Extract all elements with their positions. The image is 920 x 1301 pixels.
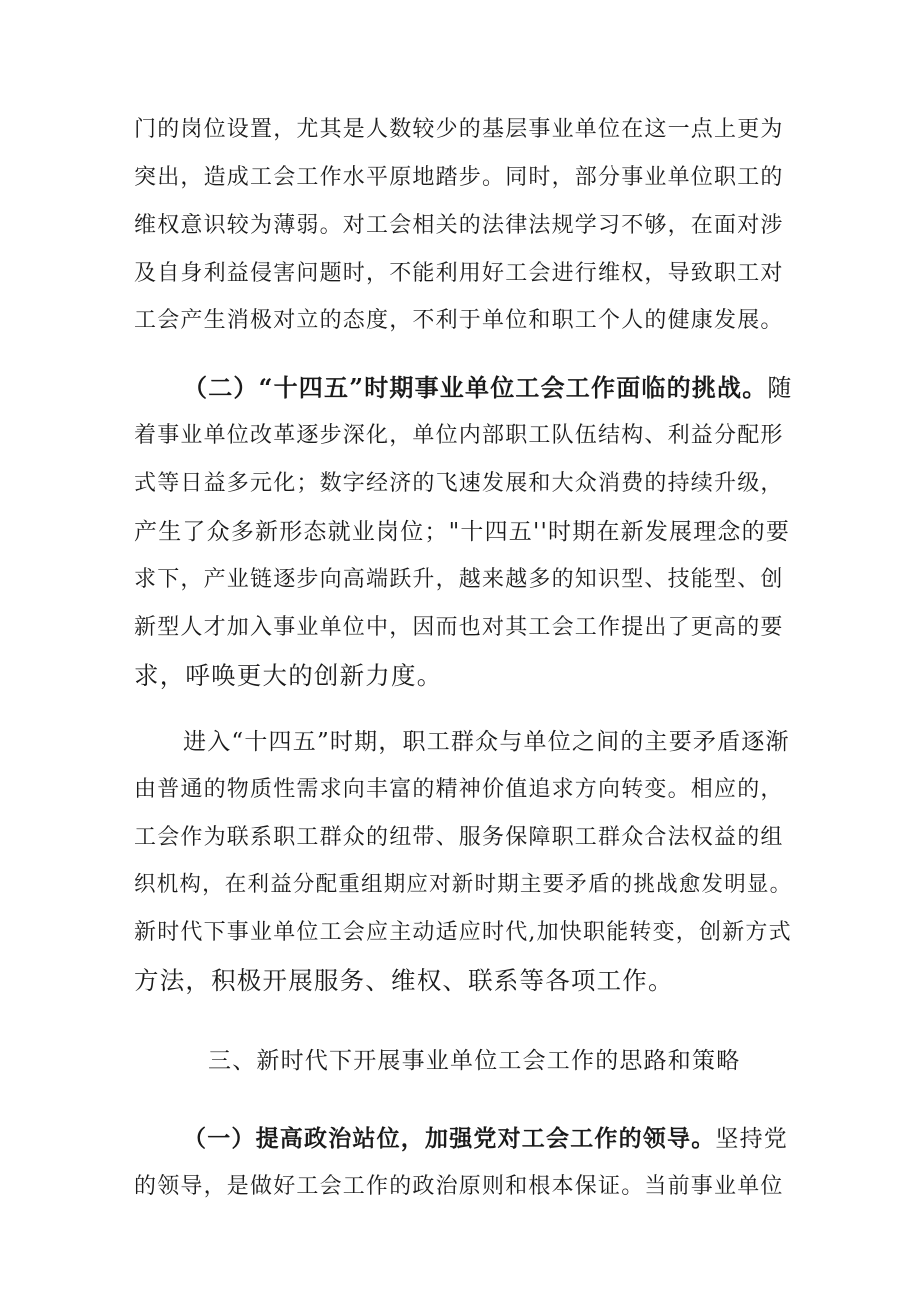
paragraph-2-line-6: 新型人才加入事业单位中，因而也对其工会工作提出了更高的要: [134, 615, 784, 640]
paragraph-2-line-5: 求下，产业链逐步向高端跃升，越来越多的知识型、技能型、创: [134, 567, 784, 592]
paragraph-2-line-1: [183, 370, 794, 406]
paragraph-3-line-1: 进入“十四五”时期，职工群众与单位之间的主要矛盾逐渐: [183, 729, 790, 755]
paragraph-2-line-1-tail: 随: [767, 374, 793, 402]
paragraph-1-line-4: 及自身利益侵害问题时，不能利用好工会进行维权，导致职工对: [134, 261, 784, 286]
paragraph-1-line-3: 维权意识较为薄弱。对工会相关的法律法规学习不够，在面对涉: [134, 213, 784, 238]
paragraph-3-line-4: 织机构，在利益分配重组期应对新时期主要矛盾的挑战愈发明显。: [134, 872, 793, 897]
paragraph-2-line-4: 产生了众多新形态就业岗位；"十四五''时期在新发展理念的要: [134, 519, 791, 545]
paragraph-2-line-2: 着事业单位改革逐步深化，单位内部职工队伍结构、利益分配形: [134, 423, 784, 448]
paragraph-3-line-6: 方法，积极开展服务、维权、联系等各项工作。: [134, 966, 674, 995]
paragraph-3-line-3: 工会作为联系职工群众的纽带、服务保障职工群众合法权益的组: [134, 825, 784, 850]
paragraph-2-line-3: 式等日益多元化；数字经济的飞速发展和大众消费的持续升级，: [134, 471, 784, 496]
paragraph-2-line-7: 求，呼唤更大的创新力度。: [134, 661, 443, 690]
subheading-challenges: （二）“十四五”时期事业单位工会工作面临的挑战。: [183, 373, 768, 402]
paragraph-4-line-1-tail: 坚持党: [715, 1126, 789, 1152]
section-heading: 三、新时代下开展事业单位工会工作的思路和策略: [208, 1048, 741, 1074]
paragraph-3-line-2: 由普通的物质性需求向丰富的精神价值追求方向转变。相应的，: [134, 777, 784, 802]
paragraph-1-line-1: 门的岗位设置，尤其是人数较少的基层事业单位在这一点上更为: [134, 117, 784, 142]
paragraph-4-line-1: [183, 1121, 794, 1157]
paragraph-1-line-2: 突出，造成工会工作水平原地踏步。同时，部分事业单位职工的: [134, 165, 784, 190]
paragraph-3-line-5: 新时代下事业单位工会应主动适应时代,加快职能转变，创新方式: [134, 920, 792, 945]
paragraph-1-line-5: 工会产生消极对立的态度，不利于单位和职工个人的健康发展。: [134, 308, 784, 333]
paragraph-4-line-2: 的领导，是做好工会工作的政治原则和根本保证。当前事业单位: [134, 1174, 784, 1199]
subheading-political-stance: （一）提高政治站位，加强党对工会工作的领导。: [183, 1125, 716, 1152]
